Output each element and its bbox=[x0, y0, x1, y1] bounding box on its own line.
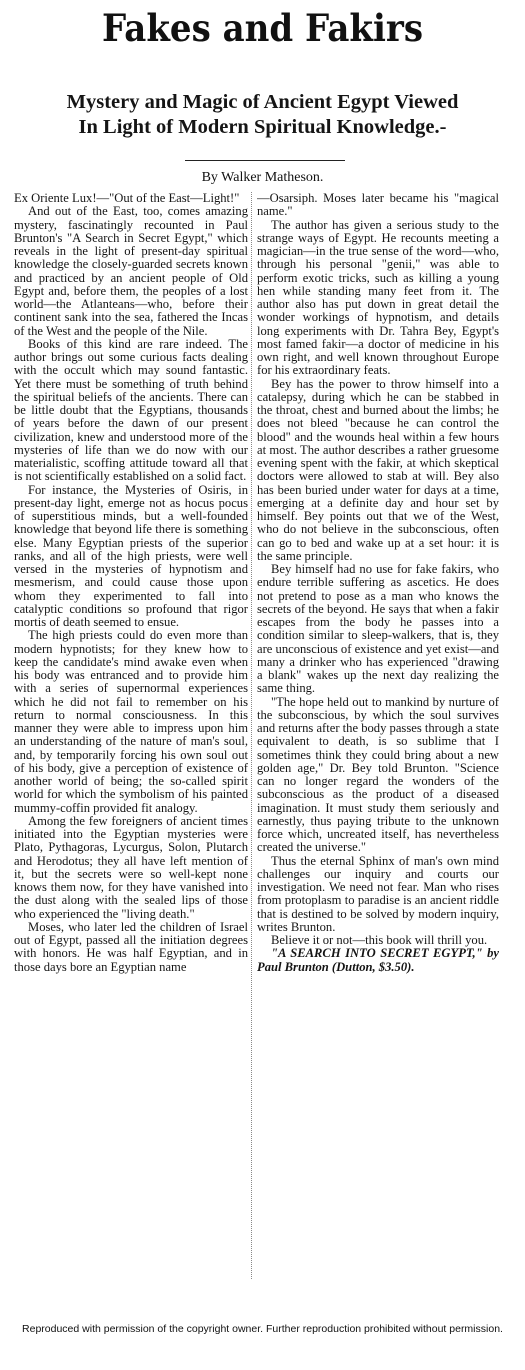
book-credit: "A SEARCH INTO SECRET EGYPT," by Paul Brunton (Dutton, $3.50). bbox=[257, 946, 499, 974]
column-divider bbox=[251, 192, 252, 1279]
headline-divider bbox=[185, 160, 345, 161]
paragraph: The high priests could do even more than modern hypnotists; for they knew how to keep the candidate's mind awake even when his body was entranced and to provide him with a series of supernormal experiences which he did not fail to remember on his return to normal consciousness. In this manner they were able to impress upon him an understanding of the nature of man's soul, and, by temporarily forcing his own soul out of his body, give a perception of existence of another world of being; the so-called spirit world for which the symbolism of his painted mummy-coffin provided fit analogy. bbox=[14, 628, 248, 815]
deck-line-1: Mystery and Magic of Ancient Egypt Viewed bbox=[66, 91, 459, 113]
paragraph: Believe it or not—this book will thrill you. bbox=[271, 933, 488, 947]
paragraph: "The hope held out to mankind by nurture of the subconscious, by which the soul survives and returns after the body passes through a state equivalent to death, is so sublime that I sometimes think they could bring about a new golden age," Dr. Bey told Brunton. "Science can no longer regard the wonders of the subconscious as the product of a diseased imagination. It must study them seriously and earnestly, thus paying tribute to the unknown force which, uncreated itself, has nevertheless created the universe." bbox=[257, 694, 499, 855]
paragraph: Among the few foreigners of ancient times initiated into the Egyptian mysteries were Plato, Pythagoras, Lycurgus, Solon, Plutarch and Herodotus; they all have left mention of it, but the secrets were so well-kept none knows them now, for they have vanished into the dust along with the sealed lips of those who experienced the "living death." bbox=[14, 813, 248, 921]
article-deck bbox=[10, 90, 515, 140]
paragraph: For instance, the Mysteries of Osiris, in present-day light, emerge not as hocus pocus of superstitious minds, but a well-founded knowledge that beyond life there is something else. Many Egyptian priests of the superior ranks, and all of the high priests, were well versed in the mysteries of hypnotism and mesmerism, and could cause those upon whom they experimented to fall into catalyptic conditions so profound that rigor mortis of death seemed to ensue. bbox=[14, 482, 248, 629]
paragraph: The author has given a serious study to the strange ways of Egypt. He recounts meeting a magician—in the true sense of the word—who, through his personal "genii," was able to perform exotic tricks, such as killing a young hen while standing many feet from it. The author also has put down in great detail the wonder workings of hypnotism, and details long experiments with Dr. Tahra Bey, Egypt's most famed fakir—a doctor of medicine in his own right, and well known throughout Europe for his extraordinary feats. bbox=[257, 217, 499, 378]
byline: By Walker Matheson. bbox=[201, 170, 324, 185]
right-column bbox=[257, 192, 499, 1279]
copyright-notice: Reproduced with permission of the copyright owner. Further reproduction prohibited without permission. bbox=[22, 1323, 503, 1335]
paragraph: Books of this kind are rare indeed. The author brings out some curious facts dealing with the occult which may sound fantastic. Yet there must be something of truth behind the spiritual beliefs of the ancients. There can be little doubt that the Egyptians, thousands of years before the dawn of our present civilization, knew and understood more of the mysteries of life than we do now with our materialistic, scoffing attitude toward all that is not scientifically established on a solid fact. bbox=[14, 336, 248, 484]
paragraph: Thus the eternal Sphinx of man's own mind challenges our inquiry and courts our investigation. We need not fear. Man who rises from protoplasm to paradise is an ancient riddle that is destined to be solved by modern inquiry, writes Brunton. bbox=[257, 853, 499, 934]
article-headline: Fakes and Fakirs bbox=[101, 6, 424, 50]
paragraph: Ex Oriente Lux!—"Out of the East—Light!" bbox=[14, 192, 240, 205]
left-column bbox=[14, 192, 248, 1279]
paragraph: Moses, who later led the children of Israel out of Egypt, passed all the initiation degrees with honors. He was half Egyptian, and in those days bore an Egyptian name bbox=[14, 919, 248, 974]
paragraph: —Osarsiph. Moses later became his "magical name." bbox=[257, 192, 499, 219]
paragraph: Bey has the power to throw himself into a catalepsy, during which he can be stabbed in the throat, chest and burned about the limbs; he does not bleed "because he can control the blood" and the wounds heal within a few hours at most. The author describes a rather gruesome evening spent with the fakir, at which skeptical doctors were allowed to stab at will. Bey also has been buried under water for days at a time, emerging at a definite day and hour set by himself. Bey points out that we of the West, who do not believe in the subconscious, often can go to bed and wake up at a set hour: it is the same principle. bbox=[257, 376, 499, 563]
paragraph: And out of the East, too, comes amazing mystery, fascinatingly recounted in Paul Brunton's "A Search in Secret Egypt," which reveals in the light of present-day spiritual knowledge the closely-guarded secrets known and practiced by an ancient people of Old Egypt and, before them, the peoples of a lost world—the Atlanteans—who, before their continent sank into the sea, fathered the Incas of the West and the people of the Nile. bbox=[14, 204, 248, 338]
paragraph: Bey himself had no use for fake fakirs, who endure terrible suffering as ascetics. He does not pretend to pose as a man who knows the secrets of the beyond. He says that when a fakir escapes from the body he passes into a condition similar to sleep-walkers, that is, they are unconscious of existence and yet exist—and many a drinker who has experienced "drawing a blank" wakes up the next day realizing the same thing. bbox=[257, 562, 499, 696]
deck-line-2: In Light of Modern Spiritual Knowledge.- bbox=[78, 116, 447, 138]
